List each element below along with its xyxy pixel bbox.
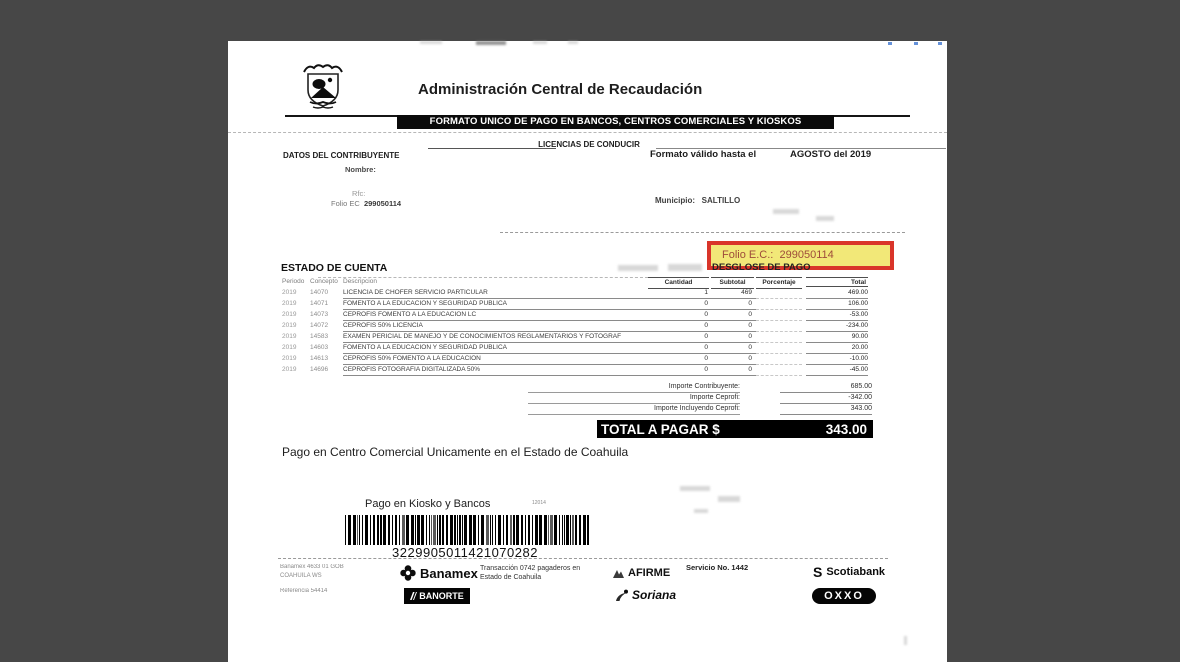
row-total: -45.00 (806, 365, 868, 376)
banamex-flower-icon (400, 565, 416, 581)
row-concepto: 14070 (310, 289, 329, 296)
afirme-mountain-icon (612, 568, 625, 579)
banamex-label: Banamex (420, 565, 478, 581)
document-page (228, 41, 947, 662)
row-descripcion: FOMENTO A LA EDUCACION Y SEGURIDAD PUBLICA (343, 343, 655, 354)
banorte-logo (404, 588, 470, 604)
banorte-label: BANORTE (419, 591, 464, 601)
scan-artifact (618, 265, 658, 271)
soriana-swoosh-icon (614, 589, 629, 602)
row-concepto: 14071 (310, 300, 329, 307)
banamex-logo (400, 565, 478, 581)
row-periodo: 2019 (282, 366, 297, 373)
scan-artifact (914, 42, 918, 45)
row-total: 20.00 (806, 343, 868, 354)
scotiabank-logo (813, 564, 885, 580)
summary-value: 343.00 (780, 405, 872, 415)
row-subtotal: 0 (714, 354, 758, 365)
municipio-line (655, 196, 740, 205)
row-descripcion: CEPROFIS FOTOGRAFIA DIGITALIZADA 50% (343, 365, 655, 376)
summary-value: -342.00 (780, 394, 872, 404)
row-periodo: 2019 (282, 322, 297, 329)
oxxo-label: OXXO (824, 590, 864, 602)
servicio-note: Servicio No. 1442 (686, 563, 749, 572)
scotiabank-s-icon: S (813, 564, 823, 580)
row-total: -53.00 (806, 310, 868, 321)
estado-de-cuenta-title: ESTADO DE CUENTA (281, 262, 388, 274)
municipio-label: Municipio: (655, 196, 695, 205)
row-subtotal: 0 (714, 343, 758, 354)
tiny-print: 12014 (532, 500, 546, 506)
table-row (228, 321, 947, 332)
row-descripcion: CEPROFIS 50% LICENCIA (343, 321, 655, 332)
bank-reference-line3: Referencia 54414 (280, 588, 328, 594)
row-porcentaje (756, 299, 802, 310)
oxxo-logo (812, 588, 876, 604)
valid-until-label: Formato válido hasta el (650, 149, 757, 160)
folio-ec-label: Folio EC (331, 199, 360, 208)
table-row (228, 332, 947, 343)
row-porcentaje (756, 310, 802, 321)
row-subtotal: 0 (714, 365, 758, 376)
row-concepto: 14613 (310, 355, 329, 362)
row-total: 106.00 (806, 299, 868, 310)
col-header-porcentaje: Porcentaje (756, 277, 802, 289)
municipal-crest-icon (298, 60, 348, 112)
row-subtotal: 0 (714, 321, 758, 332)
row-concepto: 14696 (310, 366, 329, 373)
scan-artifact (888, 42, 892, 45)
row-cantidad: 1 (648, 288, 716, 299)
col-header-cantidad: Cantidad (648, 277, 709, 289)
summary-value: 685.00 (780, 383, 872, 393)
soriana-logo (614, 588, 676, 602)
row-porcentaje (756, 343, 802, 354)
transaction-line2: Estado de Coahuila (480, 574, 542, 581)
row-concepto: 14583 (310, 333, 329, 340)
transaction-note (480, 564, 580, 582)
barcode-number: 3229905011421070282 (392, 545, 538, 560)
row-descripcion: LICENCIA DE CHOFER SERVICIO PARTICULAR (343, 288, 655, 299)
bank-reference-line1: Banamex 4633 01 GOB (280, 564, 344, 570)
bank-reference-note (280, 563, 344, 581)
summary-label: Importe Ceprofi: (528, 394, 740, 404)
document-title: Administración Central de Recaudación (418, 81, 703, 98)
summary-label: Importe Contribuyente: (528, 383, 740, 393)
table-row (228, 343, 947, 354)
row-porcentaje (756, 321, 802, 332)
scan-artifact (816, 216, 834, 221)
scan-artifact (568, 41, 578, 44)
summary-label: Importe Incluyendo Ceprofi: (528, 405, 740, 415)
table-row (228, 310, 947, 321)
folio-highlight-label: Folio E.C.: (722, 249, 774, 261)
folio-ec-value: 299050114 (363, 199, 402, 208)
row-porcentaje (756, 365, 802, 376)
afirme-logo (612, 567, 670, 579)
row-cantidad: 0 (648, 343, 716, 354)
row-periodo: 2019 (282, 289, 297, 296)
table-row (228, 288, 947, 299)
col-header-total: Total (806, 277, 868, 287)
row-concepto: 14073 (310, 311, 329, 318)
row-porcentaje (756, 332, 802, 343)
transaction-line1: Transacción 0742 pagaderos en (480, 565, 581, 572)
scan-artifact (680, 486, 710, 491)
col-header-subtotal: Subtotal (711, 277, 754, 289)
scan-artifact (694, 509, 708, 513)
row-cantidad: 0 (648, 310, 716, 321)
col-header-concepto: Concepto (310, 278, 338, 285)
scan-artifact (718, 496, 740, 502)
total-bar (597, 420, 873, 438)
row-periodo: 2019 (282, 355, 297, 362)
row-periodo: 2019 (282, 333, 297, 340)
municipio-value: SALTILLO (701, 196, 741, 205)
contributor-section-label: DATOS DEL CONTRIBUYENTE (283, 151, 400, 160)
scan-artifact (938, 42, 942, 45)
row-descripcion: EXAMEN PERICIAL DE MANEJO Y DE CONOCIMIENTOS REGLAMENTARIOS Y FOTOGRAF (343, 332, 655, 343)
scan-artifact (773, 209, 799, 214)
row-descripcion: FOMENTO A LA EDUCACION Y SEGURIDAD PUBLICA (343, 299, 655, 310)
row-cantidad: 0 (648, 354, 716, 365)
row-concepto: 14072 (310, 322, 329, 329)
bank-reference-line2: COAHUILA WS (280, 573, 322, 579)
col-header-descripcion: Descripcion (343, 278, 377, 285)
desglose-de-pago-title: DESGLOSE DE PAGO (712, 262, 811, 273)
row-total: 90.00 (806, 332, 868, 343)
scan-artifact (533, 41, 547, 44)
barcode (345, 515, 592, 545)
table-row (228, 365, 947, 376)
row-total: -234.00 (806, 321, 868, 332)
folio-ec-line (331, 199, 401, 208)
folio-highlight-value: 299050114 (779, 249, 834, 261)
row-concepto: 14603 (310, 344, 329, 351)
scan-artifact (476, 41, 506, 45)
divider (278, 558, 888, 559)
kiosko-label: Pago en Kiosko y Bancos (365, 498, 491, 510)
col-header-periodo: Periodo (282, 278, 305, 285)
row-porcentaje (756, 354, 802, 365)
afirme-label: AFIRME (628, 567, 671, 579)
divider (228, 132, 947, 133)
row-cantidad: 0 (648, 321, 716, 332)
row-periodo: 2019 (282, 300, 297, 307)
payment-note: Pago en Centro Comercial Unicamente en el Estado de Coahuila (282, 445, 629, 459)
row-total: -10.00 (806, 354, 868, 365)
row-subtotal: 0 (714, 332, 758, 343)
nombre-label: Nombre: (345, 165, 376, 174)
row-periodo: 2019 (282, 344, 297, 351)
soriana-label: Soriana (632, 588, 677, 602)
table-row (228, 299, 947, 310)
scotiabank-label: Scotiabank (826, 566, 886, 578)
scan-artifact (420, 41, 442, 44)
document-subtitle: LICENCIAS DE CONDUCIR (538, 140, 640, 149)
valid-until-value: AGOSTO del 2019 (790, 149, 872, 160)
row-descripcion: CEPROFIS 50% FOMENTO A LA EDUCACION (343, 354, 655, 365)
rfc-label: Rfc: (352, 189, 366, 198)
row-cantidad: 0 (648, 332, 716, 343)
scan-artifact (904, 636, 907, 645)
divider (500, 232, 905, 233)
row-periodo: 2019 (282, 311, 297, 318)
banorte-mark-icon (410, 592, 417, 600)
banner-bar: FORMATO UNICO DE PAGO EN BANCOS, CENTROS COMERCIALES Y KIOSKOS (397, 115, 834, 129)
row-subtotal: 469 (714, 288, 758, 299)
row-descripcion: CEPROFIS FOMENTO A LA EDUCACION LC (343, 310, 655, 321)
row-subtotal: 0 (714, 310, 758, 321)
row-total: 469.00 (806, 288, 868, 299)
row-cantidad: 0 (648, 299, 716, 310)
scan-artifact (668, 264, 702, 271)
row-cantidad: 0 (648, 365, 716, 376)
table-row (228, 354, 947, 365)
row-subtotal: 0 (714, 299, 758, 310)
row-porcentaje (756, 288, 802, 299)
total-value: 343.00 (825, 421, 867, 437)
total-label: TOTAL A PAGAR $ (601, 421, 720, 437)
